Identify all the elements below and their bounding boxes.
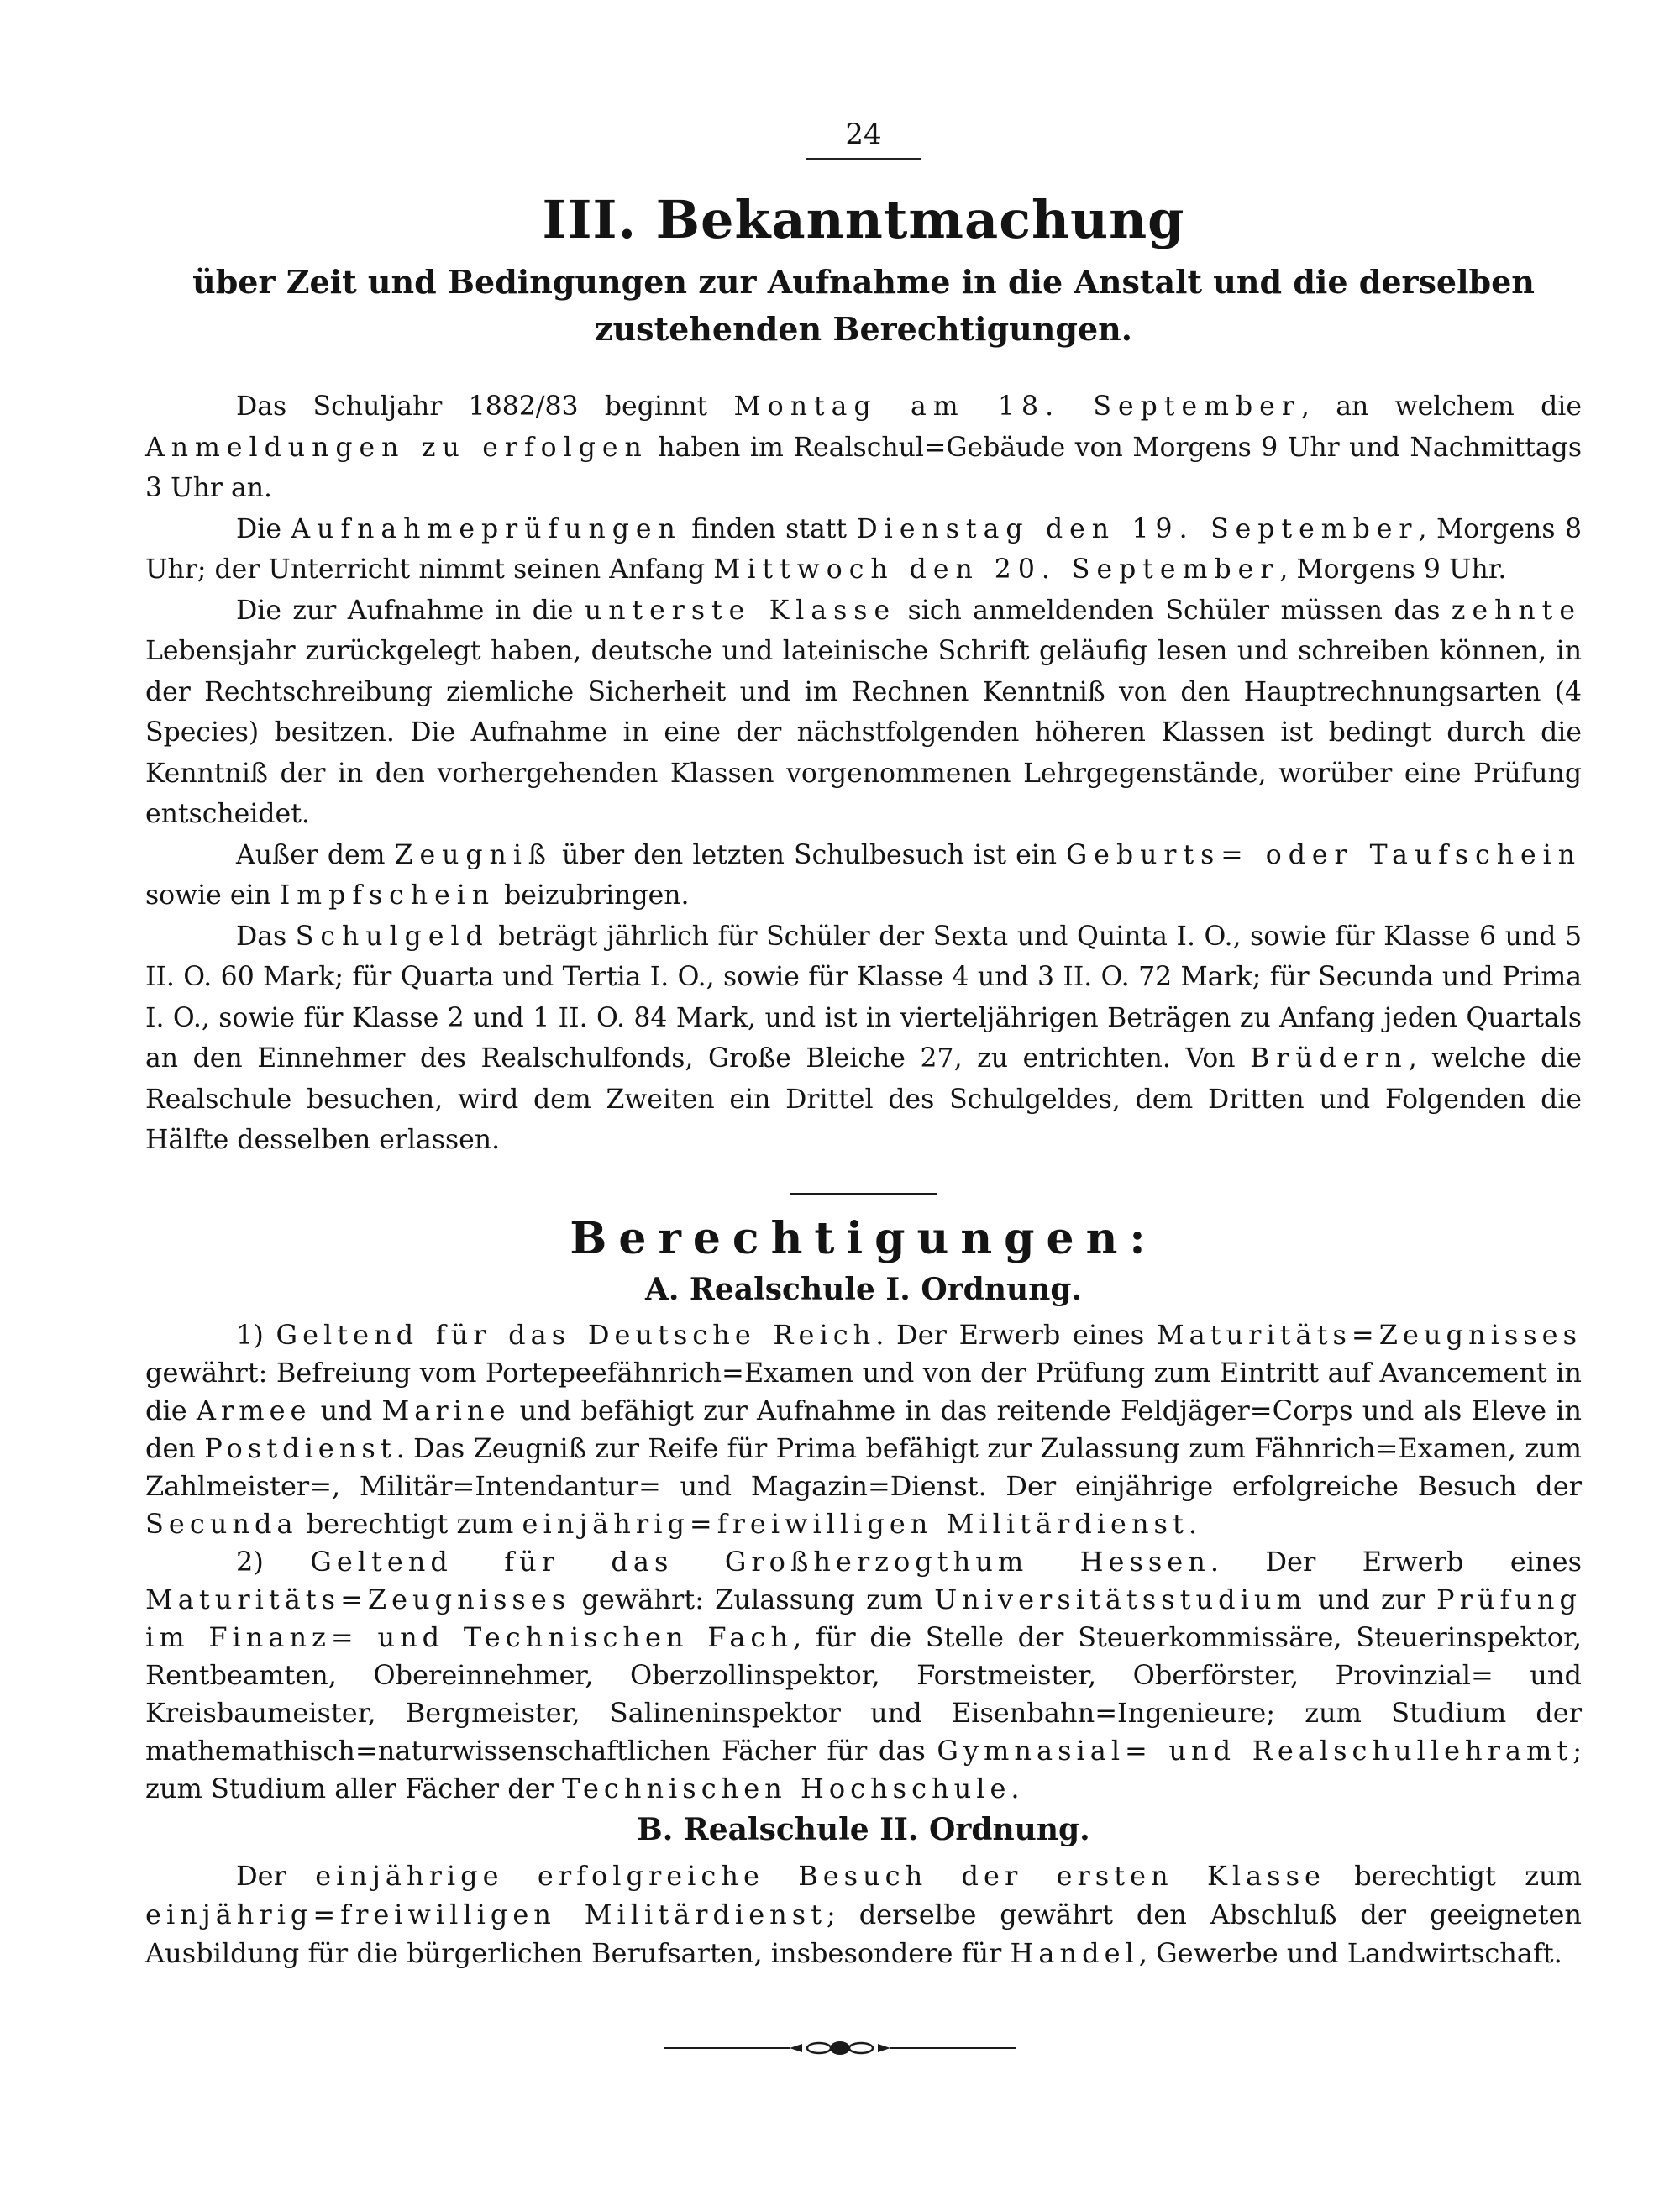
section-b-item: Der einjährige erfolgreiche Besuch der ersten Klasse berechtigt zum einjährig=freiwilligen Militärdienst; derselbe gewährt den Abschluß der geeigneten Ausbildung für die bürgerlichen Berufsarten, insbesondere für Handel, Gewerbe und Landwirtschaft. (145, 1859, 1583, 1969)
section-divider-wrap (145, 1183, 1582, 1199)
section-a-heading: A. Realschule I. Ordnung. (644, 1271, 1083, 1307)
page-number-rule (806, 158, 921, 160)
section-b-heading: B. Realschule II. Ordnung. (637, 1811, 1090, 1847)
announcement-title: III. Bekanntmachung (542, 189, 1185, 250)
paragraph-documents: Außer dem Zeugniß über den letzten Schulbesuch ist ein Geburts= oder Taufschein sowie ein Impfschein beizubringen. (145, 839, 1583, 911)
section-divider (790, 1193, 937, 1195)
paragraph-entrance-exam: Die Aufnahmeprüfungen finden statt Dienstag den 19. September, Morgens 8 Uhr; der Unterricht nimmt seinen Anfang Mittwoch den 20. September, Morgens 9 Uhr. (145, 513, 1582, 585)
entitlements-heading: Berechtigungen: (570, 1212, 1158, 1264)
page-number: 24 (845, 118, 882, 151)
admission-text (145, 386, 1582, 1161)
paragraph-school-year: Das Schuljahr 1882/83 beginnt Montag am 18. September, an welchem die Anmeldungen zu erfolgen haben im Realschul=Gebäude von Morgens 9 Uhr und Nachmittags 3 Uhr an. (145, 391, 1583, 503)
section-a-item-1: 1) Geltend für das Deutsche Reich. Der Erwerb eines Maturitäts=Zeugnisses gewährt: Befreiung vom Portepeefähnrich=Examen und von der Prüfung zum Eintritt auf Avancement in die Armee und Marine und befähigt zur Aufnahme in das reitende Feldjäger=Corps und als Eleve in den Postdienst. Das Zeugniß zur Reife für Prima befähigt zur Zulassung zum Fähnrich=Examen, zum Zahlmeister=, Militär=Intendantur= und Magazin=Dienst. Der einjährige erfolgreiche Besuch der Secunda berechtigt zum einjährig=freiwilligen Militärdienst. (145, 1318, 1583, 1540)
end-ornament (664, 2038, 1016, 2058)
page-content (145, 116, 1582, 1972)
paragraph-school-fees: Das Schulgeld beträgt jährlich für Schüler der Sexta und Quinta I. O., sowie für Klasse 6 und 5 II. O. 60 Mark; für Quarta und Tertia I. O., sowie für Klasse 4 und 3 II. O. 72 Mark; für Secunda und Prima I. O., sowie für Klasse 2 und 1 II. O. 84 Mark, und ist in vierteljährigen Beträgen zu Anfang jeden Quartals an den Einnehmer des Realschulfonds, Große Bleiche 27, zu entrichten. Von Brüdern, welche die Realschule besuchen, wird dem Zweiten ein Drittel des Schulgeldes, dem Dritten und Folgenden die Hälfte desselben erlassen. (145, 921, 1582, 1155)
section-b (145, 1808, 1582, 1972)
announcement-subtitle: über Zeit und Bedingungen zur Aufnahme in die Anstalt und die derselben zustehenden Berechtigungen. (192, 263, 1535, 348)
paragraph-requirements: Die zur Aufnahme in die unterste Klasse sich anmeldenden Schüler müssen das zehnte Lebensjahr zurückgelegt haben, deutsche und lateinische Schrift geläufig lesen und schreiben können, in der Rechtschreibung ziemliche Sicherheit und im Rechnen Kenntniß von den Hauptrechnungsarten (4 Species) besitzen. Die Aufnahme in eine der nächstfolgenden höheren Klassen ist bedingt durch die Kenntniß der in den vorhergehenden Klassen vorgenommenen Lehrgegenstände, worüber eine Prüfung entscheidet. (145, 595, 1582, 829)
section-a (145, 1268, 1582, 1808)
section-a-item-2: 2) Geltend für das Großherzogthum Hessen. Der Erwerb eines Maturitäts=Zeugnisses gewährt: Zulassung zum Universitätsstudium und zur Prüfung im Finanz= und Technischen Fach, für die Stelle der Steuerkommissäre, Steuerinspektor, Rentbeamten, Obereinnehmer, Oberzollinspektor, Forstmeister, Oberförster, Provinzial= und Kreisbaumeister, Bergmeister, Salineninspektor und Eisenbahn=Ingenieure; zum Studium der mathemathisch=naturwissenschaftlichen Fächer für das Gymnasial= und Realschullehramt; zum Studium aller Fächer der Technischen Hochschule. (145, 1545, 1583, 1804)
